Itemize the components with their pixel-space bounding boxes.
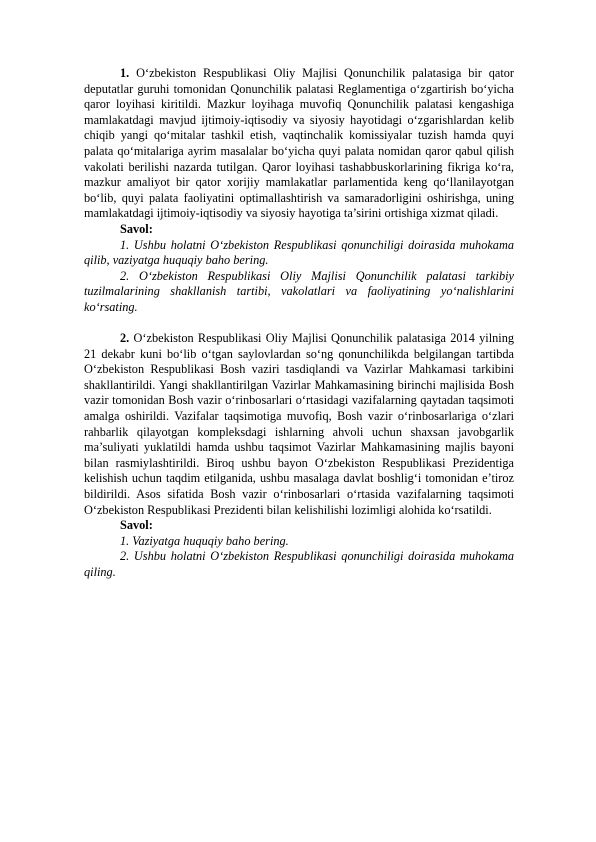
case-1-paragraph — [84, 66, 514, 222]
case-2-body: O‘zbekiston Respublikasi Oliy Majlisi Qonunchilik palatasiga 2014 yilning 21 dekabr kuni bo‘lib o‘tgan saylovlardan so‘ng qonunchilikda belgilangan tartibda O‘zbekiston Respublikasi Bosh vaziri tasdiqlandi va Vazirlar Mahkamasi tarkibini shakllantirildi. Yangi shakllantirilgan Vazirlar Mahkamasining birinchi majlisida Bosh vazir tomonidan Bosh vazir o‘rinbosarlari o‘rtasidagi vazifalarning qaytadan taqsimoti amalga oshirildi. Vazifalar taqsimotiga muvofiq, Bosh vazir o‘rinbosarlariga o‘zlari rahbarlik qilayotgan kompleksdagi ishlarning ahvoli uchun shaxsan javobgarlik ma’suliyati yuklatildi hamda ushbu taqsimot Vazirlar Mahkamasining majlis bayoni bilan rasmiylashtirildi. Biroq ushbu bayon O‘zbekiston Respublikasi Prezidentiga kelishish uchun taqdim etilganida, ushbu masalaga davlat boshlig‘i tomonidan e’tiroz bildirildi. Asos sifatida Bosh vazir o‘rinbosarlari o‘rtasida vazifalarning taqsimoti O‘zbekiston Respublikasi Prezidenti bilan kelishilishi lozimligi alohida ko‘rsatildi. — [84, 331, 514, 517]
case-2-savol-label: Savol: — [120, 518, 153, 533]
case-1-question-1: 1. Ushbu holatni O‘zbekiston Respublikasi qonunchiligi doirasida muhokama qilib, vaziyatga huquqiy baho bering. — [84, 237, 514, 268]
case-2-number: 2. — [120, 331, 130, 346]
case-1-number: 1. — [120, 66, 130, 80]
spacer — [84, 316, 514, 332]
case-2-paragraph — [84, 331, 514, 518]
case-2-question-2: 2. Ushbu holatni O‘zbekiston Respublikasi qonunchiligi doirasida muhokama qiling. — [84, 549, 514, 579]
case-2-question-1: 1. Vaziyatga huquqiy baho bering. — [120, 533, 289, 548]
case-1-body: O‘zbekiston Respublikasi Oliy Majlisi Qonunchilik palatasiga bir qator deputatlar guruhi tomonidan Qonunchilik palatasi Reglamentiga o‘zgartirish bo‘yicha qaror loyihasi kiritildi. Mazkur loyihaga muvofiq Qonunchilik palatasi kengashiga mamlakatdagi mavjud ijtimoiy-iqtisodiy va siyosiy hayotidagi o‘zgarishlardan kelib chiqib yangi qo‘mitalar tashkil etish, vaqtinchalik komissiyalar tuzish hamda quyi palata qo‘mitalariga ayrim masalalar bo‘yicha quyi palata nomidan qaror qabul qilish vakolati berilishi nazarda tutilgan. Qaror loyihasi tashabbuskorlarining fikriga ko‘ra, mazkur amaliyot bir qator xorijiy mamlakatlar parlamentida keng qo‘llanilayotgan bo‘lib, quyi palata faoliyatini optimallashtirish va samaradorligini oshirishga, uning mamlakatdagi ijtimoiy-iqtisodiy va siyosiy hayotiga ta’sirini ortishiga xizmat qiladi. — [84, 66, 514, 221]
case-1-question-2: 2. O‘zbekiston Respublikasi Oliy Majlisi Qonunchilik palatasi tarkibiy tuzilmalarining shakllanish tartibi, vakolatlari va faoliyatining yo‘nalishlarini ko‘rsating. — [84, 268, 514, 314]
case-1-savol-label: Savol: — [120, 221, 153, 236]
document-page — [84, 66, 514, 581]
